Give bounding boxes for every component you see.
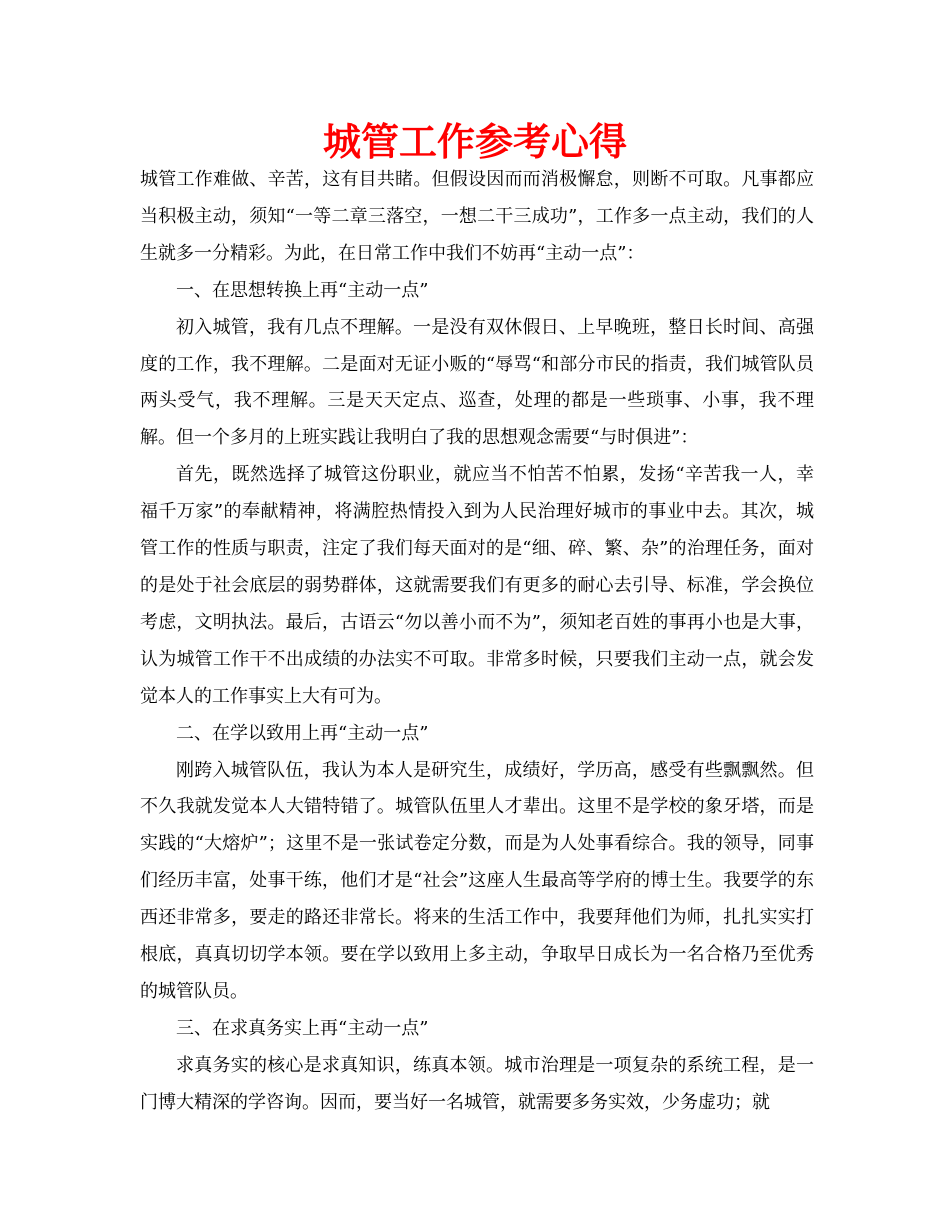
- paragraph-section1-a: 初入城管，我有几点不理解。一是没有双休假日、上早晚班，整日长时间、高强度的工作，我不理解。二是面对无证小贩的“辱骂“和部分市民的指责，我们城管队员两头受气，我不理解。三是天天定点、巡查，处理的都是一些琐事、小事，我不理解。但一个多月的上班实践让我明白了我的思想观念需要“与时俱进”：: [140, 316, 814, 449]
- section-heading-2: 二、在学以致用上再“主动一点”: [176, 722, 429, 744]
- section-heading-3: 三、在求真务实上再“主动一点”: [176, 1017, 429, 1039]
- document-title: 城管工作参考心得: [322, 120, 627, 164]
- paragraph-section3: 求真务实的核心是求真知识，练真本领。城市治理是一项复杂的系统工程，是一门博大精深的学咨询。因而，要当好一名城管，就需要多务实效，少务虚功；就: [140, 1054, 814, 1113]
- paragraph-intro: 城管工作难做、辛苦，这有目共睹。但假设因而而消极懈怠，则断不可取。凡事都应当积极主动，须知“一等二章三落空，一想二干三成功”，工作多一点主动，我们的人生就多一分精彩。为此，在日常工作中我们不妨再“主动一点”：: [140, 169, 814, 264]
- document-body: [140, 162, 814, 1122]
- paragraph-section2: 刚跨入城管队伍，我认为本人是研究生，成绩好，学历高，感受有些飘飘然。但不久我就发觉本人大错特错了。城管队伍里人才辈出。这里不是学校的象牙塔，而是实践的“大熔炉”；这里不是一张试卷定分数，而是为人处事看综合。我的领导，同事们经历丰富，处事干练，他们才是“社会”这座人生最高等学府的博士生。我要学的东西还非常多，要走的路还非常长。将来的生活工作中，我要拜他们为师，扎扎实实打根底，真真切切学本领。要在学以致用上多主动，争取早日成长为一名合格乃至优秀的城管队员。: [140, 759, 814, 1002]
- paragraph-section1-b: 首先，既然选择了城管这份职业，就应当不怕苦不怕累，发扬“辛苦我一人，幸福千万家”的奉献精神，将满腔热情投入到为人民治理好城市的事业中去。其次，城管工作的性质与职责，注定了我们每天面对的是“细、碎、繁、杂”的治理任务，面对的是处于社会底层的弱势群体，这就需要我们有更多的耐心去引导、标准，学会换位考虑，文明执法。最后，古语云“勿以善小而不为”，须知老百姓的事再小也是大事，认为城管工作干不出成绩的办法实不可取。非常多时候，只要我们主动一点，就会发觉本人的工作事实上大有可为。: [140, 464, 814, 707]
- section-heading-1: 一、在思想转换上再“主动一点”: [176, 279, 429, 301]
